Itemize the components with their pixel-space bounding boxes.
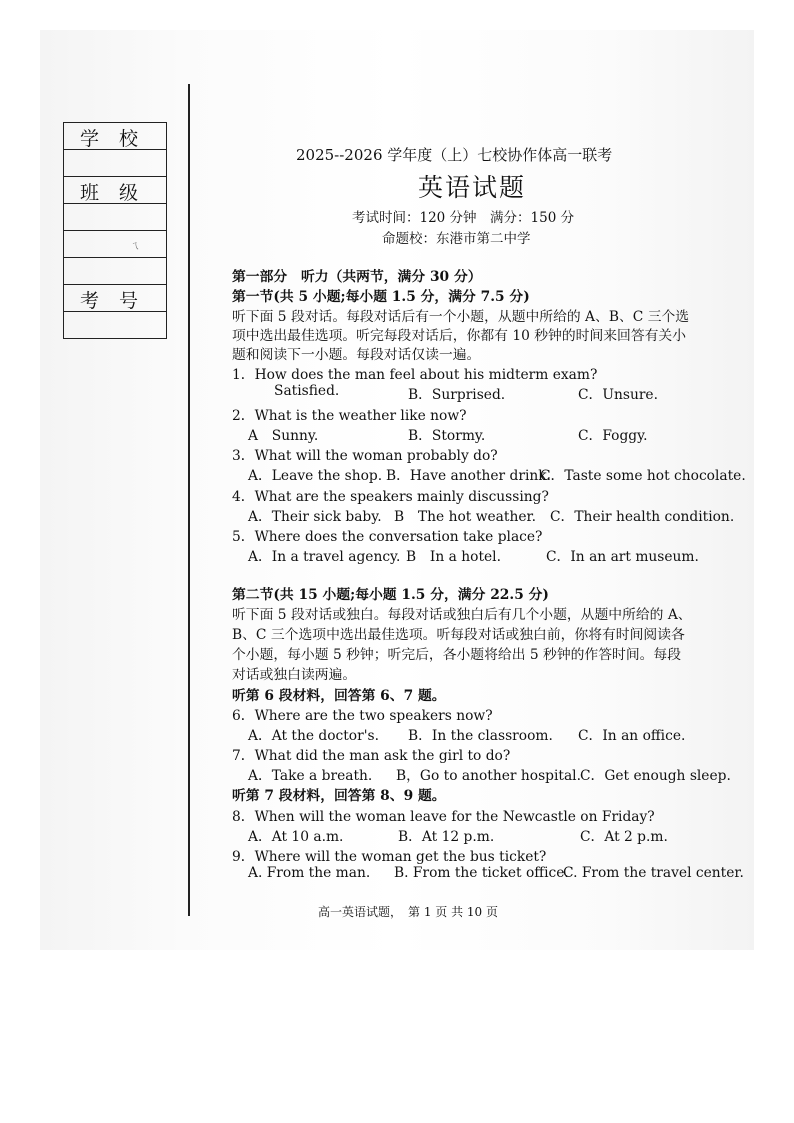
section1-instr-2: 项中选出最佳选项。听完每段对话后，你都有 10 秒钟的时间来回答有关小: [232, 328, 687, 344]
q3-stem: 3．What will the woman probably do?: [232, 448, 498, 464]
q7-option-c[interactable]: C．Get enough sleep.: [580, 768, 731, 784]
q9-stem: 9．Where will the woman get the bus ticket?: [232, 849, 547, 865]
student-info-box: [63, 122, 167, 339]
q6-stem: 6．Where are the two speakers now?: [232, 708, 493, 724]
section1-instr-3: 题和阅读下一小题。每段对话仅读一遍。: [232, 347, 481, 363]
q5-option-a[interactable]: A．In a travel agency.: [248, 549, 401, 565]
q6-option-b[interactable]: B．In the classroom.: [408, 728, 553, 744]
blank-field[interactable]: [64, 258, 166, 285]
section2-instr-2: B、C 三个选项中选出最佳选项。听每段对话或独白前，你将有时间阅读各: [232, 627, 685, 643]
page-footer: 高一英语试题， 第 1 页 共 10 页: [318, 905, 498, 919]
q6-option-a[interactable]: A．At the doctor's.: [248, 728, 379, 744]
q1-option-b[interactable]: B．Surprised.: [408, 387, 506, 403]
q5-stem: 5．Where does the conversation take place?: [232, 529, 543, 545]
q7-option-b[interactable]: B，Go to another hospital.: [396, 768, 581, 784]
name-field[interactable]: [64, 231, 166, 258]
q2-option-a[interactable]: A Sunny.: [248, 428, 319, 444]
exam-no-field[interactable]: [64, 312, 166, 338]
pen-mark: ㄟ: [130, 241, 140, 252]
q1-option-c[interactable]: C．Unsure.: [578, 387, 658, 403]
part1-title: 第一部分 听力（共两节，满分 30 分）: [232, 269, 482, 285]
exam-title-line: 2025--2026 学年度（上）七校协作体高一联考: [296, 146, 613, 164]
class-label: 班级: [80, 182, 159, 204]
q8-option-a[interactable]: A．At 10 a.m.: [248, 829, 344, 845]
q6-option-c[interactable]: C．In an office.: [578, 728, 686, 744]
q7-option-a[interactable]: A．Take a breath.: [248, 768, 373, 784]
exam-no-label-row: [64, 285, 166, 312]
binding-line: [188, 84, 190, 916]
school-label-row: [64, 123, 166, 150]
exam-no-label: 考号: [80, 290, 159, 312]
q9-option-c[interactable]: C. From the travel center.: [563, 865, 744, 881]
subject-title: 英语试题: [418, 173, 527, 202]
q7-stem: 7．What did the man ask the girl to do?: [232, 748, 511, 764]
q3-option-c[interactable]: C．Taste some hot chocolate.: [540, 468, 746, 484]
q9-option-a[interactable]: A. From the man.: [248, 865, 371, 881]
q8-option-b[interactable]: B．At 12 p.m.: [398, 829, 495, 845]
section2-instr-4: 对话或独白读两遍。: [232, 667, 357, 683]
section1-title: 第一节(共 5 小题;每小题 1.5 分，满分 7.5 分): [232, 289, 530, 305]
q4-option-c[interactable]: C．Their health condition.: [550, 509, 735, 525]
q2-option-c[interactable]: C．Foggy.: [578, 428, 648, 444]
class-field[interactable]: [64, 204, 166, 231]
q9-option-b[interactable]: B. From the ticket office.: [394, 865, 569, 881]
school-field[interactable]: [64, 150, 166, 177]
q4-stem: 4．What are the speakers mainly discussing?: [232, 489, 549, 505]
q5-option-c[interactable]: C．In an art museum.: [546, 549, 699, 565]
section2-title: 第二节(共 15 小题;每小题 1.5 分，满分 22.5 分): [232, 587, 549, 603]
q1-stem: 1．How does the man feel about his midterm exam?: [232, 367, 598, 383]
q4-option-b[interactable]: B The hot weather.: [394, 509, 536, 525]
class-label-row: [64, 177, 166, 204]
setter-school: 命题校：东港市第二中学: [382, 231, 531, 247]
q8-stem: 8．When will the woman leave for the Newcastle on Friday?: [232, 809, 655, 825]
q4-option-a[interactable]: A．Their sick baby.: [248, 509, 382, 525]
section2-instr-3: 个小题，每小题 5 秒钟；听完后，各小题将给出 5 秒钟的作答时间。每段: [232, 647, 682, 663]
section2-instr-1: 听下面 5 段对话或独白。每段对话或独白后有几个小题，从题中所给的 A、: [232, 607, 692, 623]
q5-option-b[interactable]: B In a hotel.: [406, 549, 501, 565]
q3-option-b[interactable]: B．Have another drink.: [386, 468, 552, 484]
material-6-heading: 听第 6 段材料，回答第 6、7 题。: [232, 688, 446, 704]
material-7-heading: 听第 7 段材料，回答第 8、9 题。: [232, 788, 446, 804]
school-label: 学校: [80, 128, 159, 150]
q8-option-c[interactable]: C．At 2 p.m.: [580, 829, 668, 845]
q3-option-a[interactable]: A．Leave the shop.: [248, 468, 383, 484]
q2-option-b[interactable]: B．Stormy.: [408, 428, 486, 444]
q2-stem: 2．What is the weather like now?: [232, 408, 467, 424]
time-score: 考试时间：120 分钟 满分：150 分: [352, 210, 575, 226]
q1-option-a[interactable]: Satisfied.: [274, 383, 340, 399]
section1-instr-1: 听下面 5 段对话。每段对话后有一个小题，从题中所给的 A、B、C 三个选: [232, 309, 690, 325]
